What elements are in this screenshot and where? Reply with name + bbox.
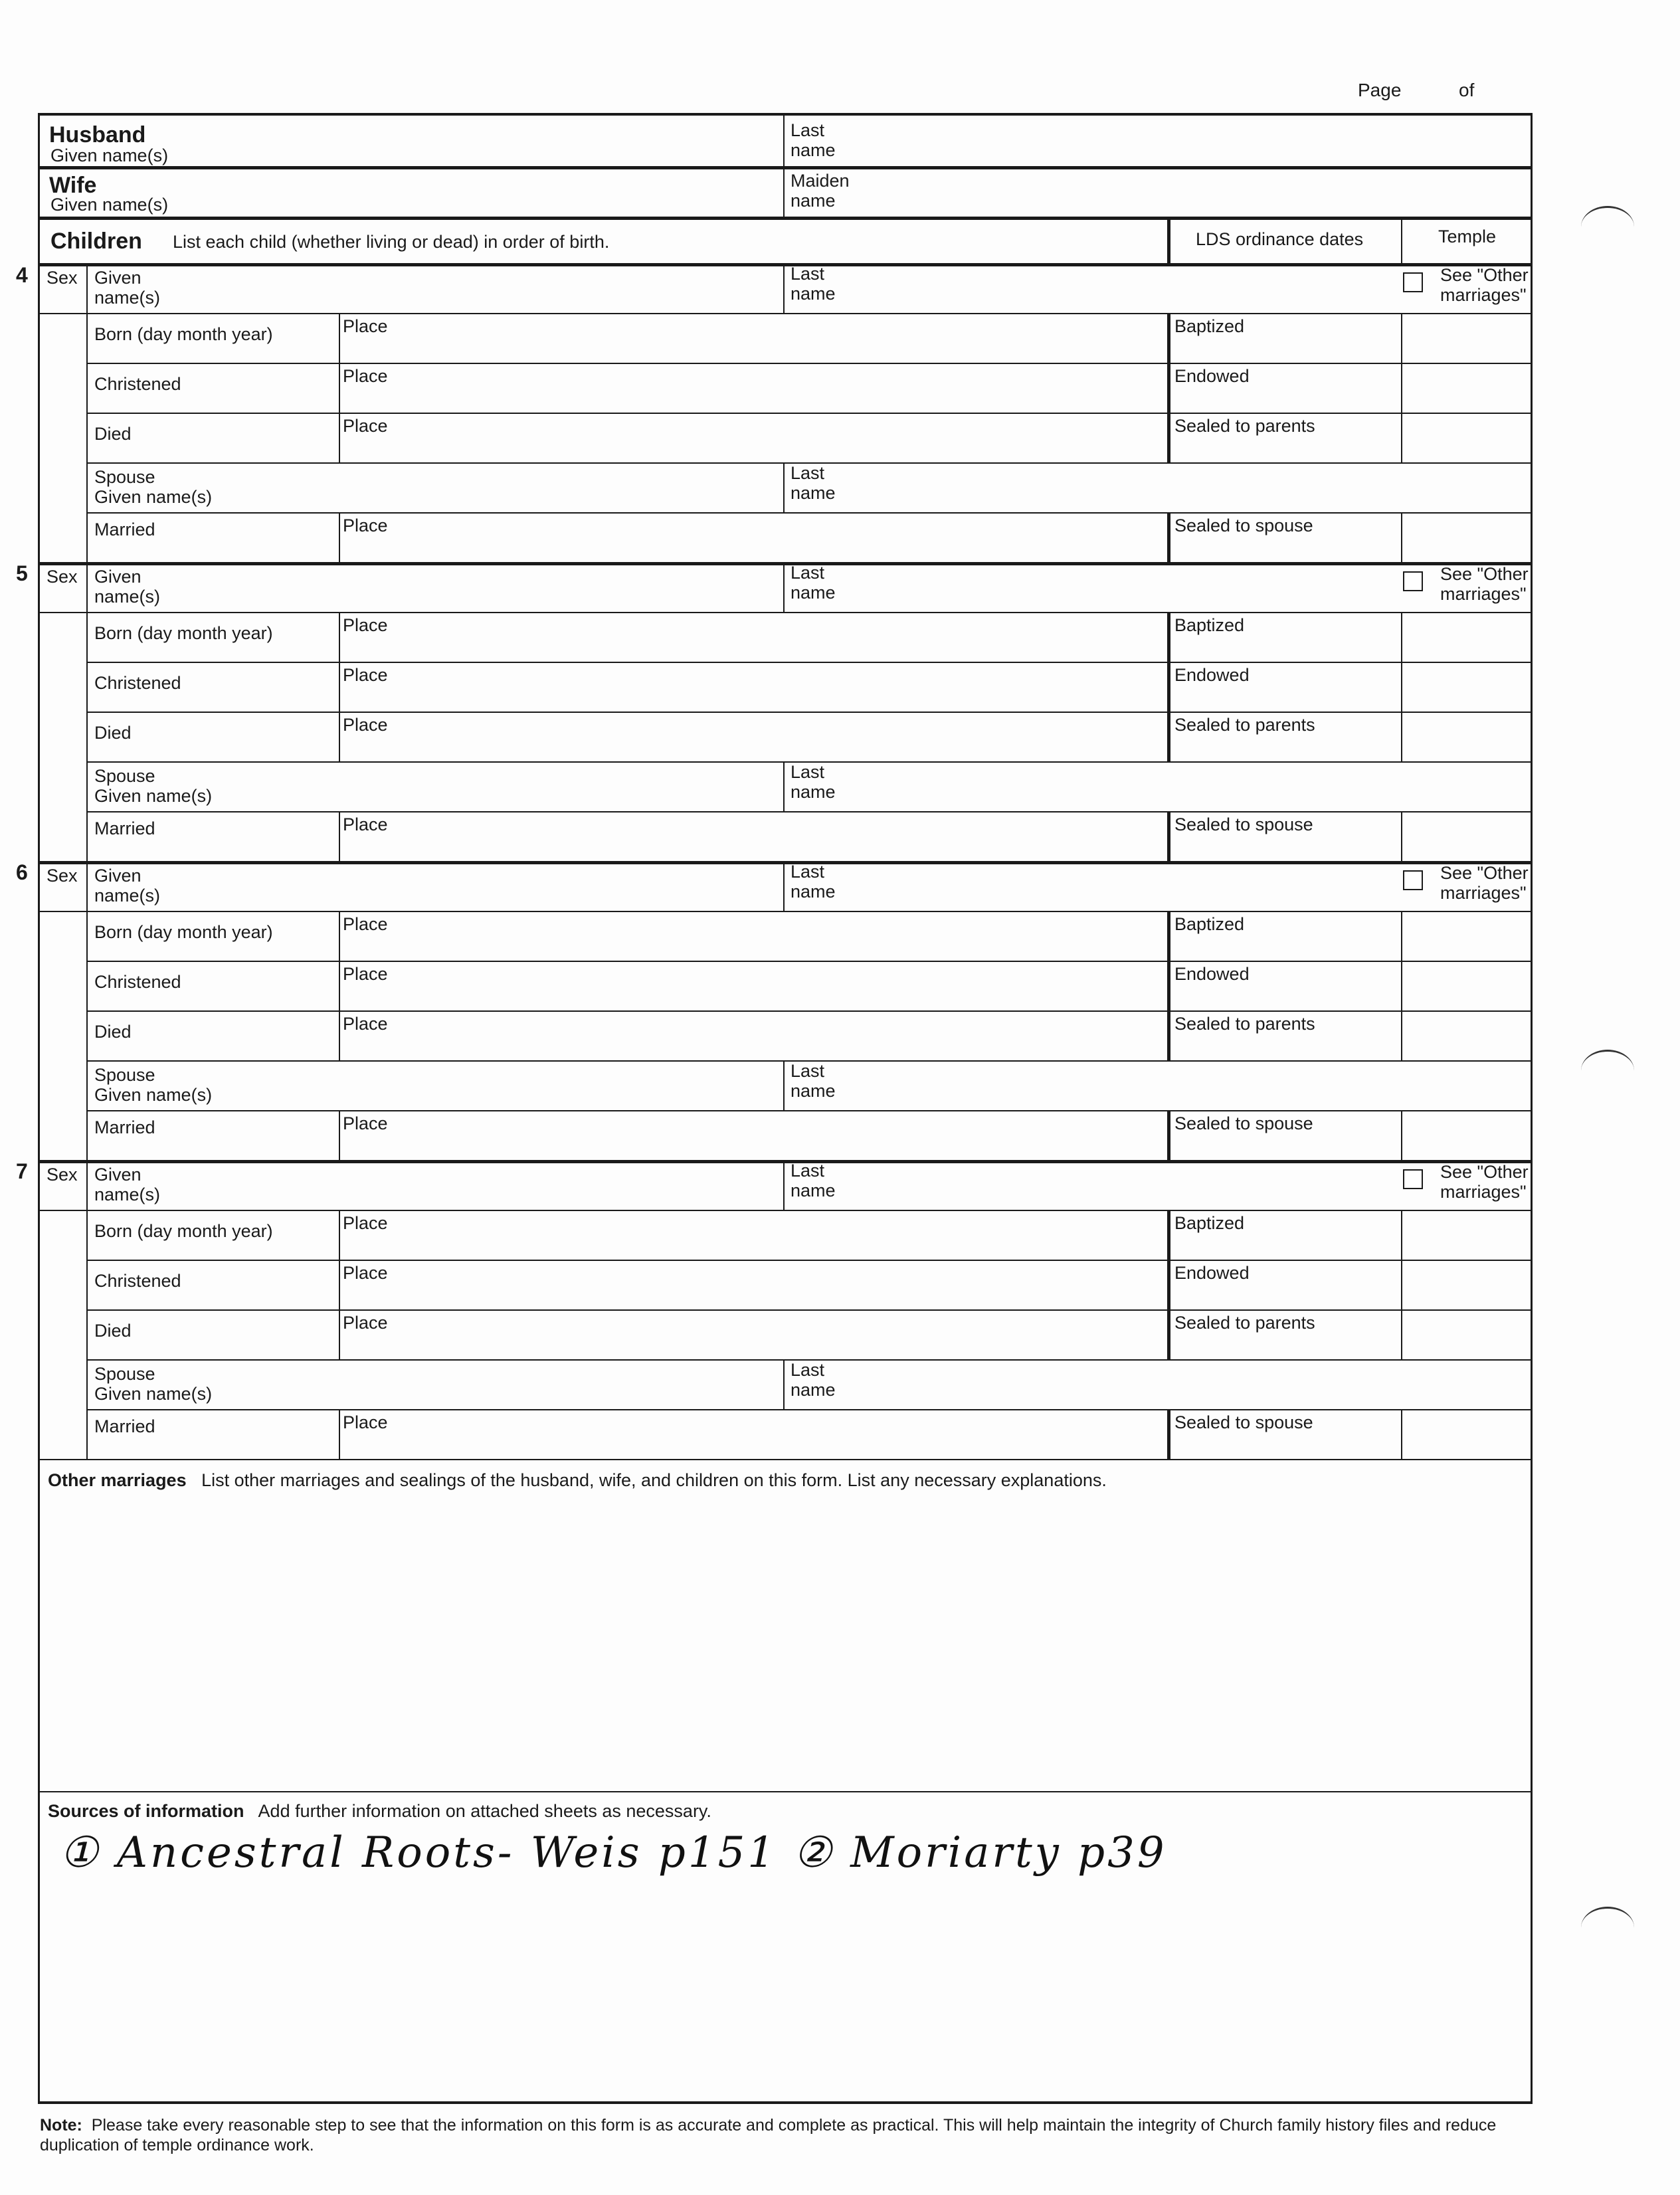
other-marriages-instruction: List other marriages and sealings of the husband, wife, and children on this form. List any necessary explanations. xyxy=(201,1470,1107,1490)
divider xyxy=(1167,217,1170,263)
divider xyxy=(1401,612,1402,662)
divider xyxy=(86,961,1531,962)
child-endowed-label[interactable]: Endowed xyxy=(1174,964,1250,984)
child-last-label-1: Last xyxy=(791,1161,825,1181)
wife-given-label[interactable]: Given name(s) xyxy=(50,195,169,215)
child-baptized-label[interactable]: Baptized xyxy=(1174,914,1245,934)
spouse-label-1: Spouse xyxy=(94,1364,155,1384)
divider xyxy=(1401,1409,1402,1459)
divider xyxy=(339,1010,340,1060)
child-last-label-2[interactable]: name xyxy=(791,882,836,902)
married-label[interactable]: Married xyxy=(94,818,155,838)
divider xyxy=(40,166,1531,169)
divider xyxy=(1167,313,1170,363)
child-given-label-1: Given xyxy=(94,567,141,587)
divider xyxy=(86,1210,1531,1211)
child-died-place-label[interactable]: Place xyxy=(343,1313,388,1333)
divider xyxy=(783,761,785,811)
divider xyxy=(783,1359,785,1409)
married-place-label[interactable]: Place xyxy=(343,1412,388,1432)
note-title: Note: xyxy=(40,2116,82,2135)
binder-hole-middle xyxy=(1581,1050,1634,1092)
divider xyxy=(1167,712,1170,761)
divider xyxy=(339,313,340,363)
child-died-label[interactable]: Died xyxy=(94,1022,132,1042)
divider xyxy=(1167,512,1170,562)
divider xyxy=(1167,612,1170,662)
divider xyxy=(339,1110,340,1160)
divider xyxy=(339,712,340,761)
sources-handwritten-entry: ① Ancestral Roots- Weis p151 ② Moriarty p39 xyxy=(60,1828,1167,1877)
husband-last-label-1: Last xyxy=(791,120,825,140)
divider xyxy=(86,363,1531,364)
divider xyxy=(86,662,1531,663)
child-born-label[interactable]: Born (day month year) xyxy=(94,623,273,643)
child-endowed-label[interactable]: Endowed xyxy=(1174,366,1250,386)
divider xyxy=(339,1309,340,1359)
other-marriages-heading xyxy=(48,1471,1107,1489)
divider xyxy=(1167,1309,1170,1359)
child-died-place-label[interactable]: Place xyxy=(343,1014,388,1034)
divider xyxy=(86,1309,1531,1311)
divider xyxy=(783,861,785,911)
divider xyxy=(339,1260,340,1309)
divider xyxy=(1401,1309,1402,1359)
divider xyxy=(40,612,86,613)
child-given-label-2[interactable]: name(s) xyxy=(94,288,161,308)
child-died-place-label[interactable]: Place xyxy=(343,715,388,735)
spouse-last-label-1: Last xyxy=(791,1061,825,1081)
divider xyxy=(1401,712,1402,761)
child-christened-label[interactable]: Christened xyxy=(94,1271,181,1291)
child-christened-label[interactable]: Christened xyxy=(94,673,181,693)
spouse-label-1: Spouse xyxy=(94,766,155,786)
child-given-label-2[interactable]: name(s) xyxy=(94,1185,161,1204)
divider xyxy=(40,1791,1531,1792)
sealed-to-spouse-label[interactable]: Sealed to spouse xyxy=(1174,1412,1313,1432)
child-died-label[interactable]: Died xyxy=(94,1321,132,1341)
spouse-last-label-2[interactable]: name xyxy=(791,483,836,503)
child-number-6: 6 xyxy=(16,860,28,884)
wife-maiden-label-2[interactable]: name xyxy=(791,191,836,211)
divider xyxy=(1401,1010,1402,1060)
child-number-4: 4 xyxy=(16,263,28,287)
husband-title: Husband xyxy=(49,122,146,147)
children-title: Children xyxy=(50,229,142,254)
child-given-label-1: Given xyxy=(94,1165,141,1185)
divider xyxy=(1167,811,1170,861)
divider xyxy=(339,1409,340,1459)
divider xyxy=(40,562,1531,565)
binder-hole-bottom xyxy=(1581,1907,1634,1949)
divider xyxy=(1167,1210,1170,1260)
divider xyxy=(40,1459,1531,1460)
divider xyxy=(40,313,86,314)
child-sealed_parents-label[interactable]: Sealed to parents xyxy=(1174,715,1315,735)
child-given-label-1: Given xyxy=(94,866,141,886)
child-born-place-label[interactable]: Place xyxy=(343,914,388,934)
see-other-marriages-2: marriages" xyxy=(1440,584,1527,604)
see-other-marriages-2: marriages" xyxy=(1440,1182,1527,1202)
divider xyxy=(1401,1260,1402,1309)
divider xyxy=(40,263,1531,266)
divider xyxy=(86,313,1531,314)
divider xyxy=(783,1060,785,1110)
divider xyxy=(783,1160,785,1210)
sealed-to-spouse-label[interactable]: Sealed to spouse xyxy=(1174,1113,1313,1133)
see-other-marriages-1: See "Other xyxy=(1440,265,1529,285)
see-other-marriages-1: See "Other xyxy=(1440,1162,1529,1182)
child-number-7: 7 xyxy=(16,1159,28,1183)
divider xyxy=(1401,1210,1402,1260)
child-christened-place-label[interactable]: Place xyxy=(343,665,388,685)
divider xyxy=(1401,363,1402,413)
family-group-form xyxy=(38,113,1533,2104)
note-text: Please take every reasonable step to see that the information on this form is as accurate and complete as practical. This will help maintain the integrity of Church family history files and reduce duplication of temple ordinance work. xyxy=(40,2116,1497,2154)
child-sex-field[interactable]: Sex xyxy=(47,1165,78,1185)
divider xyxy=(1167,1010,1170,1060)
child-given-label-2[interactable]: name(s) xyxy=(94,587,161,607)
sources-instruction: Add further information on attached sheets as necessary. xyxy=(258,1801,711,1821)
child-died-label[interactable]: Died xyxy=(94,424,132,444)
page-of-label: of xyxy=(1459,80,1475,100)
divider xyxy=(1401,911,1402,961)
sealed-to-spouse-label[interactable]: Sealed to spouse xyxy=(1174,516,1313,535)
divider xyxy=(1167,1260,1170,1309)
divider xyxy=(1167,363,1170,413)
spouse-last-label-2[interactable]: name xyxy=(791,1380,836,1400)
married-label[interactable]: Married xyxy=(94,1416,155,1436)
divider xyxy=(339,612,340,662)
child-last-label-1: Last xyxy=(791,862,825,882)
child-christened-label[interactable]: Christened xyxy=(94,374,181,394)
divider xyxy=(1401,512,1402,562)
other-marriages-title: Other marriages xyxy=(48,1470,187,1490)
divider xyxy=(86,1409,1531,1410)
husband-given-label[interactable]: Given name(s) xyxy=(50,145,169,165)
child-baptized-label[interactable]: Baptized xyxy=(1174,615,1245,635)
child-christened-place-label[interactable]: Place xyxy=(343,366,388,386)
divider xyxy=(783,263,785,313)
divider xyxy=(783,462,785,512)
divider xyxy=(86,1110,1531,1111)
see-other-marriages-2: marriages" xyxy=(1440,883,1527,903)
child-last-label-2[interactable]: name xyxy=(791,583,836,603)
divider xyxy=(783,562,785,612)
divider xyxy=(339,1210,340,1260)
child-sealed_parents-label[interactable]: Sealed to parents xyxy=(1174,1014,1315,1034)
divider xyxy=(86,811,1531,812)
divider xyxy=(40,1160,1531,1163)
divider xyxy=(339,811,340,861)
divider xyxy=(1167,961,1170,1010)
spouse-label-1: Spouse xyxy=(94,467,155,487)
spouse-last-label-2[interactable]: name xyxy=(791,782,836,802)
spouse-last-label-1: Last xyxy=(791,1360,825,1380)
see-other-marriages-1: See "Other xyxy=(1440,863,1529,883)
page-label: Page xyxy=(1358,80,1402,100)
married-place-label[interactable]: Place xyxy=(343,814,388,834)
see-other-marriages-2: marriages" xyxy=(1440,285,1527,305)
married-place-label[interactable]: Place xyxy=(343,1113,388,1133)
spouse-label-1: Spouse xyxy=(94,1065,155,1085)
divider xyxy=(1401,662,1402,712)
child-sex-field[interactable]: Sex xyxy=(47,567,78,587)
child-number-5: 5 xyxy=(16,561,28,585)
other-marriages-checkbox[interactable] xyxy=(1403,870,1423,890)
divider xyxy=(1167,662,1170,712)
child-sealed_parents-label[interactable]: Sealed to parents xyxy=(1174,1313,1315,1333)
divider xyxy=(40,911,86,912)
divider xyxy=(1167,413,1170,462)
child-christened-label[interactable]: Christened xyxy=(94,972,181,992)
divider xyxy=(40,217,1531,220)
other-marriages-checkbox[interactable] xyxy=(1403,571,1423,591)
divider xyxy=(1401,961,1402,1010)
sources-title: Sources of information xyxy=(48,1801,244,1821)
child-sex-field[interactable]: Sex xyxy=(47,866,78,886)
divider xyxy=(86,1010,1531,1012)
temple-label: Temple xyxy=(1438,227,1497,246)
child-last-label-1: Last xyxy=(791,264,825,284)
child-last-label-2[interactable]: name xyxy=(791,1181,836,1200)
child-born-place-label[interactable]: Place xyxy=(343,1213,388,1233)
wife-maiden-label-1: Maiden xyxy=(791,171,850,191)
child-born-label[interactable]: Born (day month year) xyxy=(94,922,273,942)
child-baptized-label[interactable]: Baptized xyxy=(1174,316,1245,336)
child-sex-field[interactable]: Sex xyxy=(47,268,78,288)
divider xyxy=(1401,313,1402,363)
child-given-label-1: Given xyxy=(94,268,141,288)
divider xyxy=(1167,1110,1170,1160)
child-died-place-label[interactable]: Place xyxy=(343,416,388,436)
divider xyxy=(1401,1110,1402,1160)
divider xyxy=(339,512,340,562)
spouse-label-2[interactable]: Given name(s) xyxy=(94,1085,213,1105)
spouse-label-2[interactable]: Given name(s) xyxy=(94,786,213,806)
spouse-label-2[interactable]: Given name(s) xyxy=(94,487,213,507)
husband-last-label-2[interactable]: name xyxy=(791,140,836,160)
spouse-label-2[interactable]: Given name(s) xyxy=(94,1384,213,1404)
married-label[interactable]: Married xyxy=(94,520,155,539)
divider xyxy=(86,712,1531,713)
spouse-last-label-2[interactable]: name xyxy=(791,1081,836,1101)
see-other-marriages-1: See "Other xyxy=(1440,564,1529,584)
binder-hole-top xyxy=(1581,206,1634,248)
divider xyxy=(40,861,1531,864)
child-born-label[interactable]: Born (day month year) xyxy=(94,324,273,344)
divider xyxy=(339,413,340,462)
child-given-label-2[interactable]: name(s) xyxy=(94,886,161,906)
child-died-label[interactable]: Died xyxy=(94,723,132,743)
married-label[interactable]: Married xyxy=(94,1117,155,1137)
married-place-label[interactable]: Place xyxy=(343,516,388,535)
child-born-place-label[interactable]: Place xyxy=(343,615,388,635)
sources-heading xyxy=(48,1802,711,1820)
divider xyxy=(339,363,340,413)
divider xyxy=(1401,811,1402,861)
child-born-place-label[interactable]: Place xyxy=(343,316,388,336)
divider xyxy=(86,413,1531,414)
child-last-label-2[interactable]: name xyxy=(791,284,836,304)
child-baptized-label[interactable]: Baptized xyxy=(1174,1213,1245,1233)
spouse-last-label-1: Last xyxy=(791,762,825,782)
child-sealed_parents-label[interactable]: Sealed to parents xyxy=(1174,416,1315,436)
divider xyxy=(339,911,340,961)
child-last-label-1: Last xyxy=(791,563,825,583)
other-marriages-checkbox[interactable] xyxy=(1403,1169,1423,1189)
children-instruction: List each child (whether living or dead) in order of birth. xyxy=(173,232,610,252)
divider xyxy=(339,662,340,712)
other-marriages-checkbox[interactable] xyxy=(1403,272,1423,292)
spouse-last-label-1: Last xyxy=(791,463,825,483)
divider xyxy=(40,1210,86,1211)
child-born-label[interactable]: Born (day month year) xyxy=(94,1221,273,1241)
child-endowed-label[interactable]: Endowed xyxy=(1174,665,1250,685)
sealed-to-spouse-label[interactable]: Sealed to spouse xyxy=(1174,814,1313,834)
divider xyxy=(1401,413,1402,462)
divider xyxy=(86,612,1531,613)
child-christened-place-label[interactable]: Place xyxy=(343,964,388,984)
divider xyxy=(339,961,340,1010)
divider xyxy=(1167,911,1170,961)
wife-title: Wife xyxy=(49,173,97,198)
divider xyxy=(1401,217,1402,263)
lds-ordinance-label: LDS ordinance dates xyxy=(1196,229,1364,249)
divider xyxy=(86,911,1531,912)
child-endowed-label[interactable]: Endowed xyxy=(1174,1263,1250,1283)
child-christened-place-label[interactable]: Place xyxy=(343,1263,388,1283)
divider xyxy=(86,1260,1531,1261)
form-note xyxy=(40,2115,1521,2155)
divider xyxy=(1167,1409,1170,1459)
divider xyxy=(86,512,1531,514)
